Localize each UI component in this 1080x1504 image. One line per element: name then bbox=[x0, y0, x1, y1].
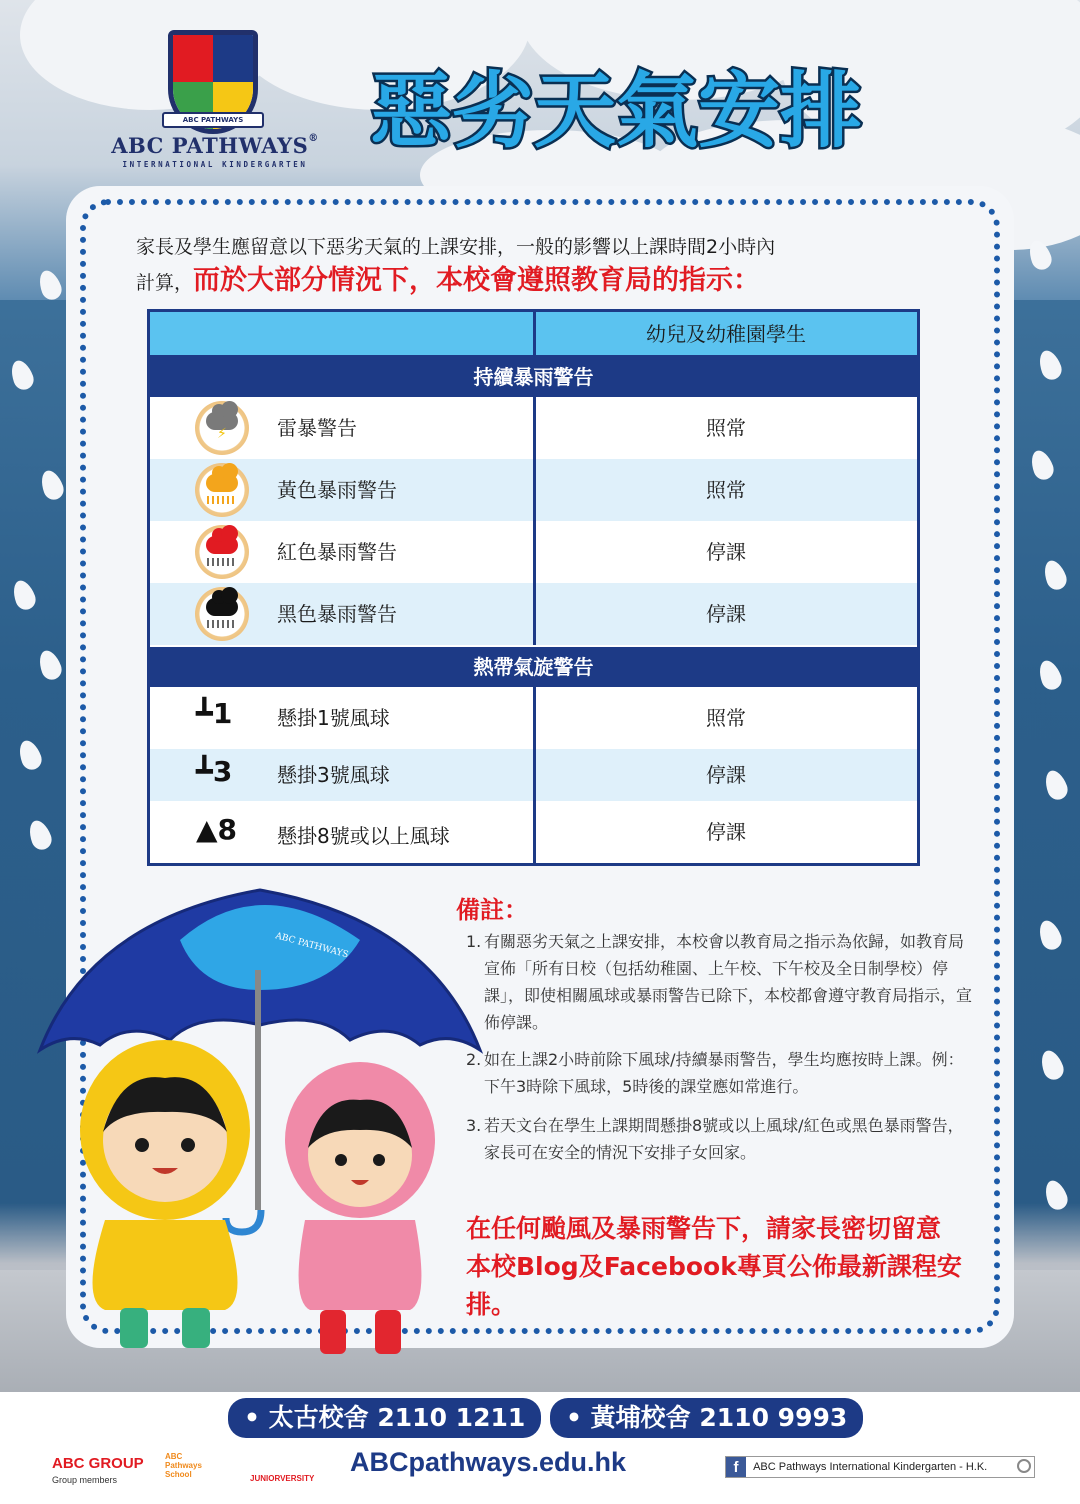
school-logo bbox=[110, 30, 320, 170]
row-value: 停課 bbox=[706, 540, 746, 564]
row-value: 照常 bbox=[706, 706, 746, 730]
intro-line-1: 家長及學生應留意以下惡劣天氣的上課安排，一般的影響以上課時間2小時內 bbox=[136, 236, 776, 258]
raindrop bbox=[1035, 657, 1064, 692]
intro-highlight: 而於大部分情況下，本校會遵照教育局的指示： bbox=[193, 265, 761, 296]
campus-taikoo-phone: • 太古校舍 2110 1211 bbox=[228, 1398, 541, 1438]
raindrop bbox=[1027, 447, 1056, 482]
raindrop bbox=[1037, 1047, 1066, 1082]
black-rainstorm-icon bbox=[195, 587, 249, 641]
abc-group-logo: ABC GROUP bbox=[52, 1455, 144, 1472]
red-rainstorm-icon bbox=[195, 525, 249, 579]
row-value: 停課 bbox=[706, 602, 746, 626]
raindrop bbox=[1035, 347, 1064, 382]
facebook-page-name: ABC Pathways International Kindergarten - H.K. bbox=[753, 1461, 988, 1473]
row-label: 懸掛8號或以上風球 bbox=[277, 824, 450, 848]
note-item: 1. 有關惡劣天氣之上課安排，本校會以教育局之指示為依歸，如教育局宣佈「所有日校（包括幼稚園、上午校、下午校及全日制學校）停課」，即使相關風球或暴雨警告已除下，本校都會遵守教育局指示，宣佈停課。 bbox=[466, 932, 973, 1032]
abc-pathways-school-logo: ABC Pathways School bbox=[165, 1452, 202, 1479]
signal-3-icon: ┻3 bbox=[196, 755, 233, 788]
row-value: 停課 bbox=[706, 763, 746, 787]
facebook-bar[interactable] bbox=[725, 1456, 1035, 1478]
raindrop bbox=[37, 467, 66, 502]
raindrop bbox=[15, 737, 44, 772]
intro-text bbox=[136, 230, 956, 300]
amber-rainstorm-icon bbox=[195, 463, 249, 517]
campus-whampoa-phone: • 黃埔校舍 2110 9993 bbox=[550, 1398, 863, 1438]
row-label: 紅色暴雨警告 bbox=[277, 540, 397, 564]
signal-8-icon: ▲8 bbox=[196, 813, 238, 846]
juniorversity-logo: JUNIORVERSITY bbox=[250, 1474, 315, 1483]
raindrop bbox=[9, 577, 38, 612]
column-divider bbox=[533, 312, 536, 357]
child-yellow-raincoat bbox=[60, 1040, 270, 1350]
row-label: 黃色暴雨警告 bbox=[277, 478, 397, 502]
section-header-rainstorm: 持續暴雨警告 bbox=[150, 357, 917, 397]
row-label: 懸掛3號風球 bbox=[277, 763, 390, 787]
row-label: 黑色暴雨警告 bbox=[277, 602, 397, 626]
column-header: 幼兒及幼稚園學生 bbox=[646, 322, 806, 346]
raindrop bbox=[35, 647, 64, 682]
logo-ribbon: ABC PATHWAYS bbox=[162, 112, 264, 128]
page-title: 惡劣天氣安排 bbox=[370, 64, 863, 159]
raindrop bbox=[1041, 1177, 1070, 1212]
raindrop bbox=[7, 357, 36, 392]
row-label: 雷暴警告 bbox=[277, 416, 357, 440]
umbrella-label: ABC PATHWAYS bbox=[274, 931, 350, 961]
closing-notice: 在任何颱風及暴雨警告下，請家長密切留意 本校Blog及Facebook專頁公佈最新課程安排。 bbox=[466, 1214, 962, 1319]
raindrop bbox=[25, 817, 54, 852]
brand-subtitle: INTERNATIONAL KINDERGARTEN bbox=[122, 160, 308, 169]
note-item: 2. 如在上課2小時前除下風球/持續暴雨警告，學生均應按時上課。例：下午3時除下風球，5時後的課堂應如常進行。 bbox=[466, 1050, 964, 1096]
intro-line-2: 計算，而於大部分情況下，本校會遵照教育局的指示： bbox=[136, 265, 761, 296]
section-header-typhoon: 熱帶氣旋警告 bbox=[150, 647, 917, 687]
facebook-icon: f bbox=[726, 1457, 746, 1477]
column-divider bbox=[533, 687, 536, 863]
thunderstorm-icon: ⚡ bbox=[195, 401, 249, 455]
notes-title: 備註： bbox=[456, 896, 528, 924]
search-icon[interactable] bbox=[1017, 1459, 1031, 1473]
row-value: 照常 bbox=[706, 478, 746, 502]
group-members-label: Group members bbox=[52, 1475, 118, 1485]
brand-name: ABC PATHWAYS® bbox=[111, 133, 319, 158]
column-divider bbox=[533, 397, 536, 645]
row-value: 停課 bbox=[706, 820, 746, 844]
raindrop bbox=[1041, 767, 1070, 802]
raindrop bbox=[1040, 557, 1069, 592]
website-link[interactable]: ABCpathways.edu.hk bbox=[350, 1447, 627, 1477]
signal-1-icon: ┻1 bbox=[196, 697, 233, 730]
row-label: 懸掛1號風球 bbox=[277, 706, 390, 730]
raindrop bbox=[1035, 917, 1064, 952]
arrangement-table bbox=[147, 309, 920, 866]
child-pink-raincoat bbox=[275, 1060, 445, 1360]
note-item: 3. 若天文台在學生上課期間懸掛8號或以上風球/紅色或黑色暴雨警告，家長可在安全的情況下安排子女回家。 bbox=[466, 1116, 964, 1162]
row-value: 照常 bbox=[706, 416, 746, 440]
